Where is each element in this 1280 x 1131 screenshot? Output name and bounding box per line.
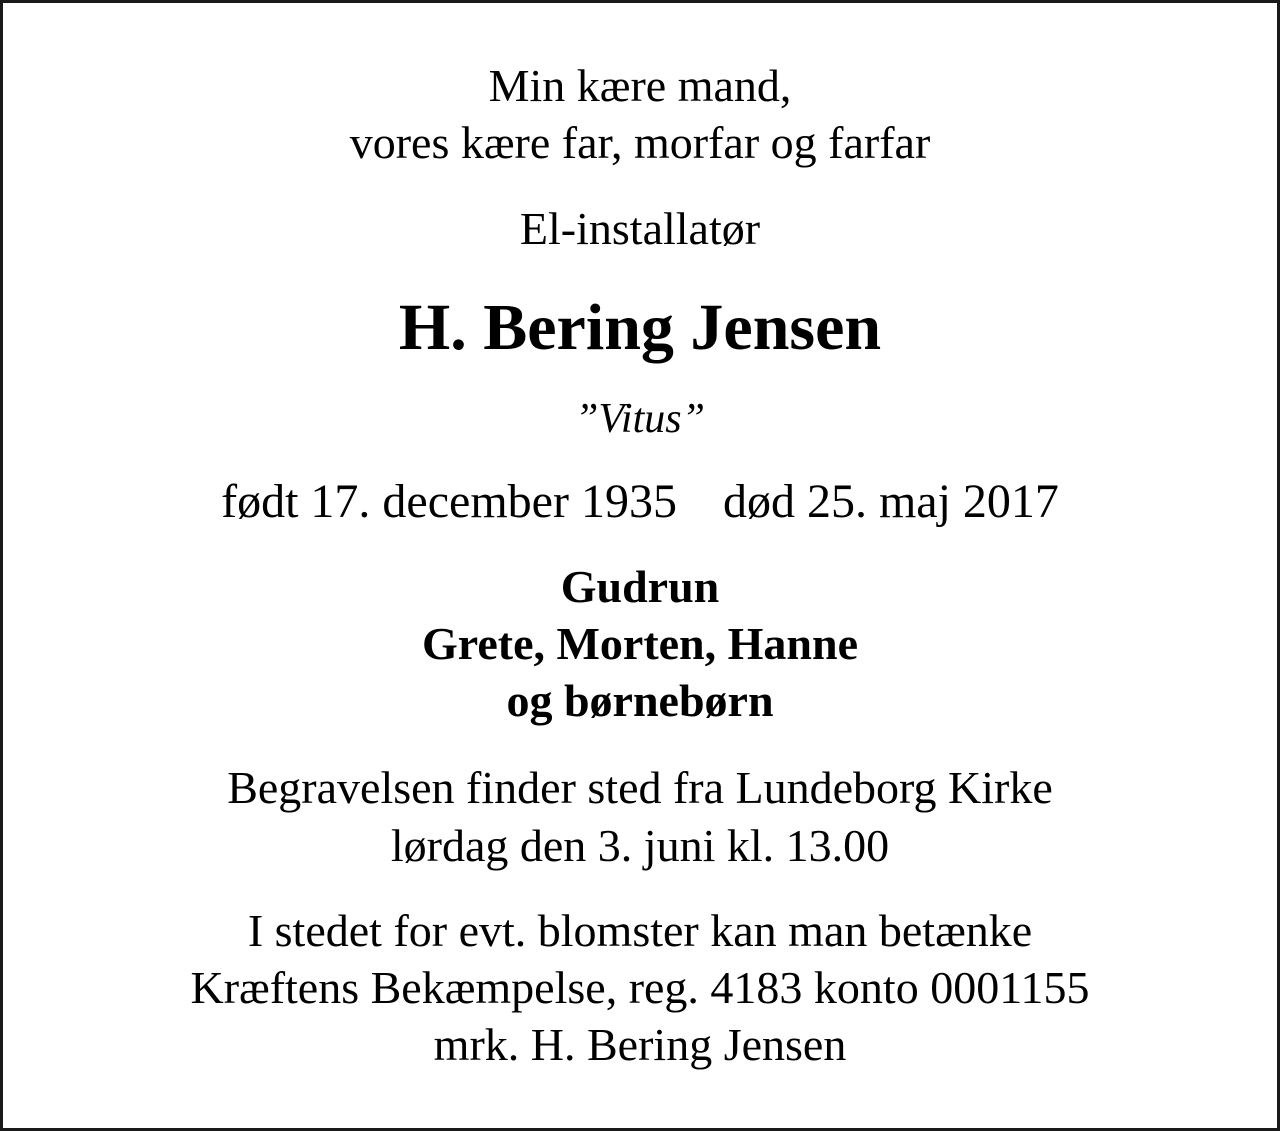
family-line-1: Gudrun bbox=[560, 561, 720, 612]
donation-line-3: mrk. H. Bering Jensen bbox=[433, 1019, 847, 1070]
death-date: død 25. maj 2017 bbox=[722, 475, 1059, 528]
deceased-name: H. Bering Jensen bbox=[398, 291, 882, 364]
intro-line-1: Min kære mand, bbox=[488, 60, 792, 111]
funeral-line-2: lørdag den 3. juni kl. 13.00 bbox=[390, 820, 890, 871]
nickname: ”Vitus” bbox=[575, 396, 705, 442]
profession: El-installatør bbox=[519, 203, 761, 254]
family-line-2: Grete, Morten, Hanne bbox=[421, 618, 859, 669]
intro-line-2: vores kære far, morfar og farfar bbox=[349, 117, 931, 168]
funeral-line-1: Begravelsen finder sted fra Lundeborg Kirke bbox=[227, 762, 1053, 813]
family-line-3: og børnebørn bbox=[506, 675, 774, 726]
donation-line-2: Kræftens Bekæmpelse, reg. 4183 konto 0001155 bbox=[190, 962, 1090, 1013]
life-dates bbox=[3, 475, 1277, 528]
donation-line-1: I stedet for evt. blomster kan man betænke bbox=[247, 905, 1033, 956]
birth-date: født 17. december 1935 bbox=[221, 475, 677, 528]
